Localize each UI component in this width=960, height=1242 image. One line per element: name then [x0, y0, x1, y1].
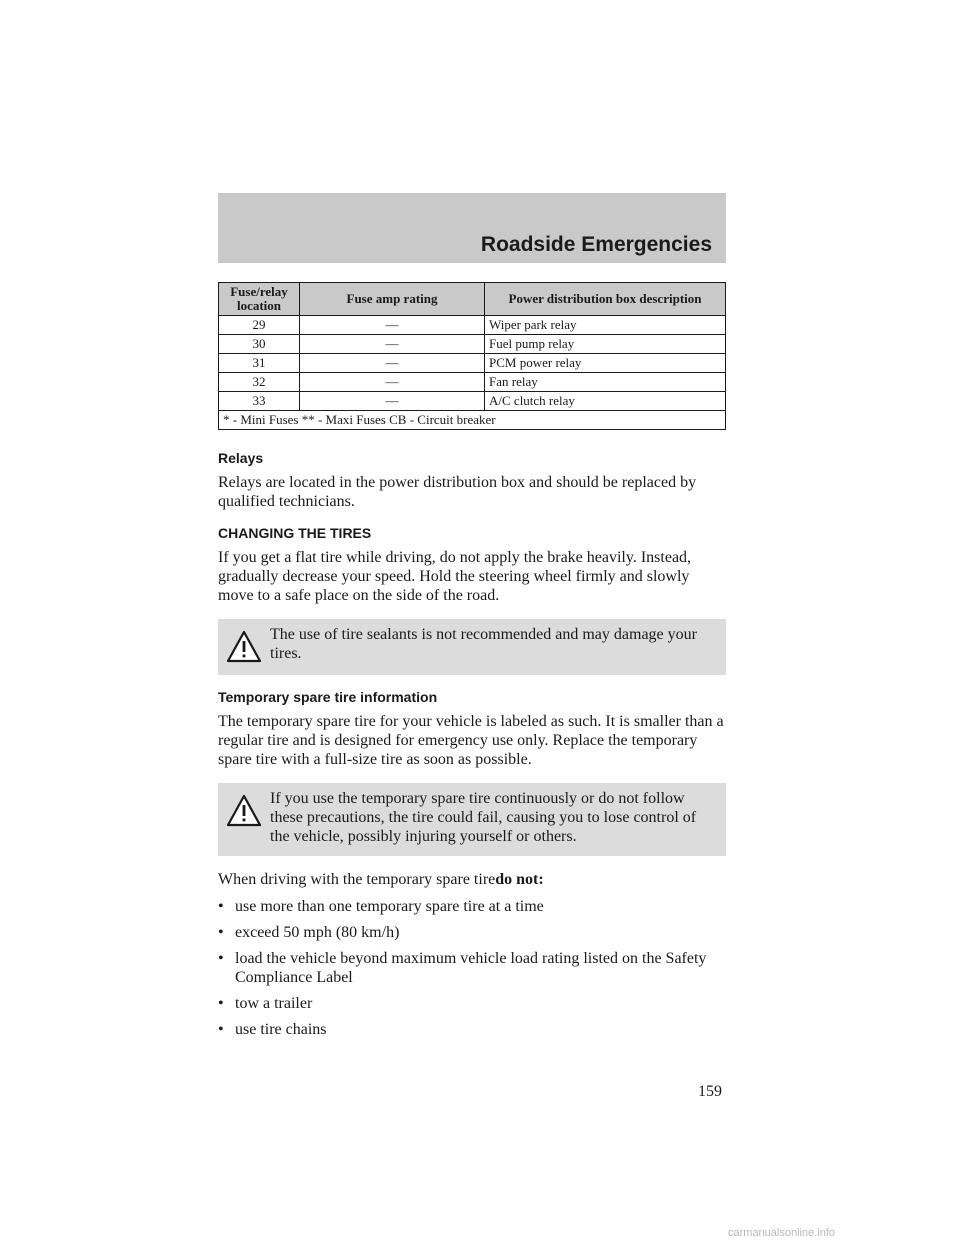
site-watermark: carmanualsonline.info: [728, 1227, 836, 1239]
list-item-text: tow a trailer: [235, 995, 313, 1012]
sealant-warning-text: The use of tire sealants is not recommended and may damage your tires.: [270, 626, 697, 662]
spare-intro-bold: do not:: [495, 871, 544, 888]
spare-intro-text: When driving with the temporary spare tire: [218, 871, 496, 888]
list-item-text: use tire chains: [235, 1021, 327, 1038]
cell-amp-rating: —: [300, 392, 485, 411]
cell-amp-rating: —: [300, 373, 485, 392]
list-item-text: use more than one temporary spare tire at a time: [235, 898, 544, 915]
bullet-icon: •: [218, 1021, 224, 1038]
header-location: Fuse/relay location: [219, 283, 300, 316]
cell-description: Fan relay: [485, 373, 726, 392]
fuse-relay-table: [218, 282, 726, 430]
sealant-warning-box: [218, 619, 726, 675]
cell-description: PCM power relay: [485, 354, 726, 373]
warning-triangle-icon: [226, 793, 262, 829]
list-item: [218, 1020, 726, 1039]
relays-paragraph: Relays are located in the power distribution box and should be replaced by qualified technicians.: [218, 474, 697, 510]
table-row: [219, 354, 726, 373]
list-item-text: load the vehicle beyond maximum vehicle load rating listed on the Safety Compliance Label: [235, 950, 707, 986]
header-amp-rating: Fuse amp rating: [300, 283, 485, 316]
relays-heading: Relays: [218, 450, 264, 466]
list-item: [218, 949, 726, 987]
warning-triangle-icon: [226, 629, 262, 665]
changing-tires-paragraph: If you get a flat tire while driving, do not apply the brake heavily. Instead, gradually decrease your speed. Hold the steering wheel firmly and slowly move to a safe place on the side of the road.: [218, 549, 692, 604]
spare-tire-heading: Temporary spare tire information: [218, 689, 438, 705]
spare-intro-paragraph: [218, 870, 726, 889]
spare-tire-paragraph: The temporary spare tire for your vehicle is labeled as such. It is smaller than a regular tire and is designed for emergency use only. Replace the temporary spare tire with a full-size tire as soon as possible.: [218, 713, 724, 768]
cell-location: 31: [219, 354, 300, 373]
cell-location: 33: [219, 392, 300, 411]
cell-description: A/C clutch relay: [485, 392, 726, 411]
table-header-row: [219, 283, 726, 316]
cell-amp-rating: —: [300, 316, 485, 335]
cell-location: 30: [219, 335, 300, 354]
cell-amp-rating: —: [300, 354, 485, 373]
list-item: [218, 994, 726, 1013]
cell-location: 29: [219, 316, 300, 335]
cell-amp-rating: —: [300, 335, 485, 354]
cell-location: 32: [219, 373, 300, 392]
spare-precautions-list: [218, 897, 726, 1039]
spare-tire-warning-text: If you use the temporary spare tire continuously or do not follow these precautions, the tire could fail, causing you to lose control of the vehicle, possibly injuring yourself or others.: [270, 790, 697, 845]
section-header-band: [218, 193, 726, 263]
list-item-text: exceed 50 mph (80 km/h): [235, 924, 400, 941]
changing-tires-heading: CHANGING THE TIRES: [218, 525, 372, 541]
bullet-icon: •: [218, 924, 224, 941]
table-row: [219, 392, 726, 411]
list-item: [218, 897, 726, 916]
bullet-icon: •: [218, 950, 224, 967]
table-row: [219, 335, 726, 354]
page-number: 159: [698, 1083, 722, 1100]
bullet-icon: •: [218, 995, 224, 1012]
header-description: Power distribution box description: [485, 283, 726, 316]
section-title: Roadside Emergencies: [480, 233, 712, 256]
bullet-icon: •: [218, 898, 224, 915]
table-footnote-row: [219, 411, 726, 430]
spare-tire-warning-box: [218, 783, 726, 856]
cell-description: Fuel pump relay: [485, 335, 726, 354]
table-row: [219, 373, 726, 392]
page-content: [218, 450, 726, 1046]
table-row: [219, 316, 726, 335]
cell-description: Wiper park relay: [485, 316, 726, 335]
table-footnote: * - Mini Fuses ** - Maxi Fuses CB - Circuit breaker: [219, 411, 726, 430]
list-item: [218, 923, 726, 942]
